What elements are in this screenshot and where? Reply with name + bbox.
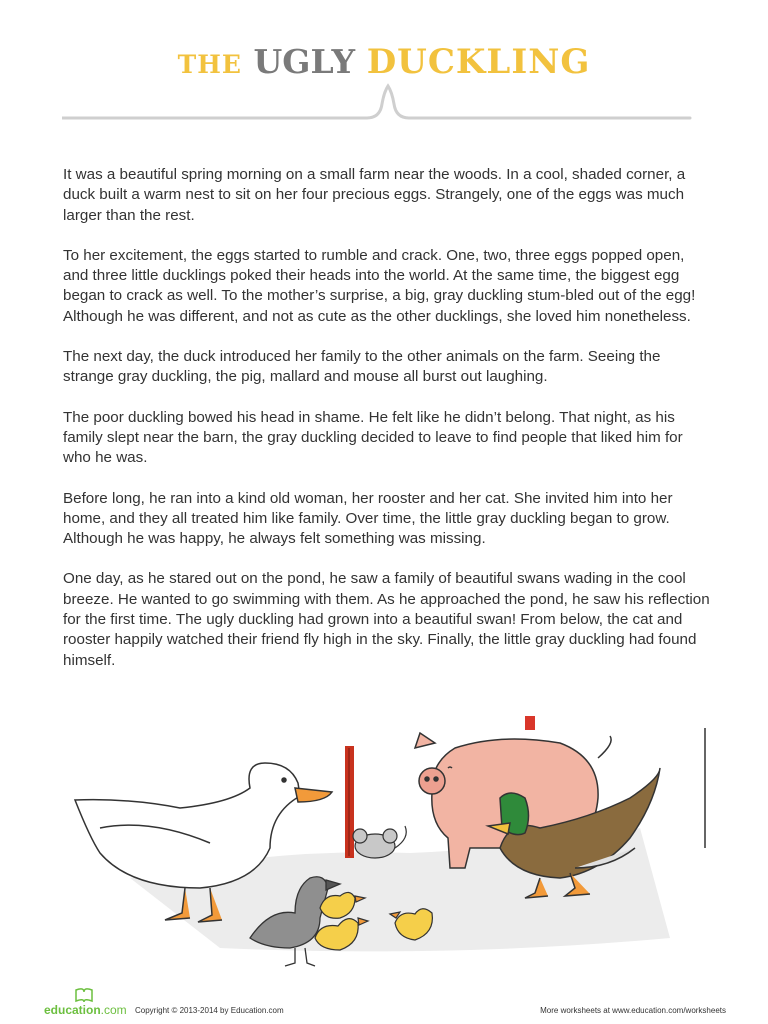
- story-paragraph-3: The next day, the duck introduced her family to the other animals on the farm. Seeing the strange gray duckling, the pig, mallard and mouse all burst out laughing.: [63, 348, 661, 386]
- farm-animals-illustration: [70, 708, 710, 978]
- more-worksheets-link[interactable]: More worksheets at www.education.com/worksheets: [540, 1006, 726, 1015]
- title-word-ugly: UGLY: [253, 42, 356, 81]
- story-paragraph-6: One day, as he stared out on the pond, he saw a family of beautiful swans wading in the cool breeze. He wanted to go swimming with them. As he approached the pond, he saw his reflection for the first time. The ugly duckling had grown into a beautiful swan! From below, the cat and rooster happily watched their friend fly high in the sky. Finally, the little gray duckling had found himself.: [63, 570, 710, 669]
- story-paragraph-4: The poor duckling bowed his head in shame. He felt like he didn’t belong. That night, as his family slept near the barn, the gray duckling decided to leave to find people that liked him for who he was.: [63, 408, 683, 467]
- logo-name: education: [44, 1003, 101, 1017]
- page-title: [0, 42, 768, 82]
- story-paragraph-5: Before long, he ran into a kind old woman, her rooster and her cat. She invited him into her home, and they all treated him like family. Over time, the little gray duckling began to grow. Although he was happy, he always felt something was missing.: [63, 489, 673, 548]
- story-text: [63, 165, 713, 691]
- story-paragraph-1: It was a beautiful spring morning on a small farm near the woods. In a cool, shaded corner, a duck built a warm nest to sit on her four precious eggs. Strangely, one of the eggs was much larger than the rest.: [63, 166, 686, 224]
- logo-suffix: .com: [100, 1003, 127, 1017]
- copyright-text: Copyright © 2013-2014 by Education.com: [135, 1006, 284, 1015]
- title-word-duckling: DUCKLING: [366, 42, 591, 82]
- title-divider: [62, 82, 692, 122]
- fence-post: [345, 746, 354, 858]
- title-word-the: THE: [177, 50, 242, 79]
- story-paragraph-2: To her excitement, the eggs started to rumble and crack. One, two, three eggs popped open, and three little ducklings poked their heads into the world. At the same time, the biggest egg began to crack as well. To the mother’s surprise, a big, gray duckling stum-bled out of the egg! Although he was different, and not as cute as the other ducklings, she loved him nonetheless.: [63, 246, 696, 325]
- book-icon: [74, 986, 94, 1004]
